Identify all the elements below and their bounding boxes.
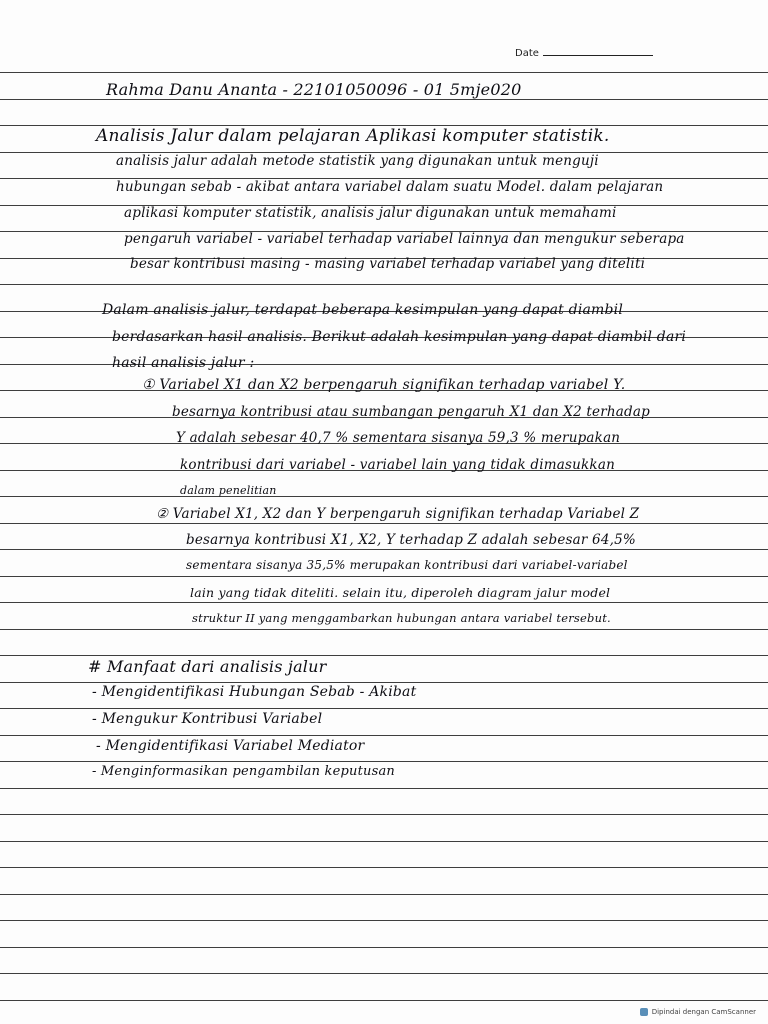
- ruled-line: [0, 814, 768, 815]
- point-2-line: lain yang tidak diteliti. selain itu, diperoleh diagram jalur model: [190, 585, 611, 600]
- ruled-line: [0, 1000, 768, 1001]
- point-1-line: Y adalah sebesar 40,7 % sementara sisanya 59,3 % merupakan: [176, 430, 621, 446]
- intro-line: pengaruh variabel - variabel terhadap variabel lainnya dan mengukur seberapa: [124, 231, 685, 247]
- ruled-line: [0, 973, 768, 974]
- intro-line: hubungan sebab - akibat antara variabel dalam suatu Model. dalam pelajaran: [116, 179, 664, 195]
- note-heading: Analisis Jalur dalam pelajaran Aplikasi komputer statistik.: [96, 126, 610, 146]
- ruled-line: [0, 496, 768, 497]
- student-identity: Rahma Danu Ananta - 22101050096 - 01 5mje020: [106, 80, 522, 99]
- ruled-line: [0, 788, 768, 789]
- date-label: Date: [515, 48, 539, 59]
- ruled-line: [0, 655, 768, 656]
- point-1-line: kontribusi dari variabel - variabel lain yang tidak dimasukkan: [180, 457, 615, 473]
- date-field: [515, 48, 653, 59]
- ruled-line: [0, 549, 768, 550]
- ruled-line: [0, 894, 768, 895]
- ruled-line: [0, 72, 768, 73]
- benefit-item: - Mengidentifikasi Variabel Mediator: [96, 738, 365, 754]
- point-2-line: struktur II yang menggambarkan hubungan antara variabel tersebut.: [192, 611, 611, 625]
- ruled-line: [0, 735, 768, 736]
- ruled-line: [0, 682, 768, 683]
- scanner-watermark: [640, 1008, 756, 1016]
- point-1-line: dalam penelitian: [180, 484, 277, 497]
- scanner-text: Dipindai dengan CamScanner: [651, 1008, 756, 1016]
- date-blank-line: [543, 55, 653, 56]
- conclusion-intro-line: berdasarkan hasil analisis. Berikut adalah kesimpulan yang dapat diambil dari: [112, 329, 687, 345]
- point-2-line: ② Variabel X1, X2 dan Y berpengaruh signifikan terhadap Variabel Z: [156, 506, 640, 522]
- ruled-line: [0, 284, 768, 285]
- camscanner-icon: [640, 1008, 648, 1016]
- ruled-line: [0, 576, 768, 577]
- ruled-line: [0, 920, 768, 921]
- point-2-line: sementara sisanya 35,5% merupakan kontribusi dari variabel-variabel: [186, 558, 628, 572]
- point-2-line: besarnya kontribusi X1, X2, Y terhadap Z adalah sebesar 64,5%: [186, 532, 636, 548]
- ruled-line: [0, 523, 768, 524]
- ruled-line: [0, 947, 768, 948]
- ruled-line: [0, 867, 768, 868]
- ruled-line: [0, 99, 768, 100]
- conclusion-intro-line: hasil analisis jalur :: [112, 355, 255, 371]
- ruled-line: [0, 629, 768, 630]
- point-1-line: ① Variabel X1 dan X2 berpengaruh signifikan terhadap variabel Y.: [142, 377, 626, 393]
- intro-line: aplikasi komputer statistik, analisis jalur digunakan untuk memahami: [124, 205, 617, 221]
- ruled-line: [0, 841, 768, 842]
- benefits-heading: # Manfaat dari analisis jalur: [88, 657, 327, 676]
- point-1-line: besarnya kontribusi atau sumbangan pengaruh X1 dan X2 terhadap: [172, 404, 650, 420]
- benefit-item: - Menginformasikan pengambilan keputusan: [92, 764, 395, 779]
- intro-line: besar kontribusi masing - masing variabel terhadap variabel yang diteliti: [130, 256, 646, 272]
- ruled-line: [0, 708, 768, 709]
- benefit-item: - Mengukur Kontribusi Variabel: [92, 711, 323, 727]
- ruled-line: [0, 761, 768, 762]
- ruled-line: [0, 602, 768, 603]
- benefit-item: - Mengidentifikasi Hubungan Sebab - Akibat: [92, 684, 417, 700]
- conclusion-intro-line: Dalam analisis jalur, terdapat beberapa kesimpulan yang dapat diambil: [102, 302, 624, 318]
- intro-line: analisis jalur adalah metode statistik yang digunakan untuk menguji: [116, 153, 599, 169]
